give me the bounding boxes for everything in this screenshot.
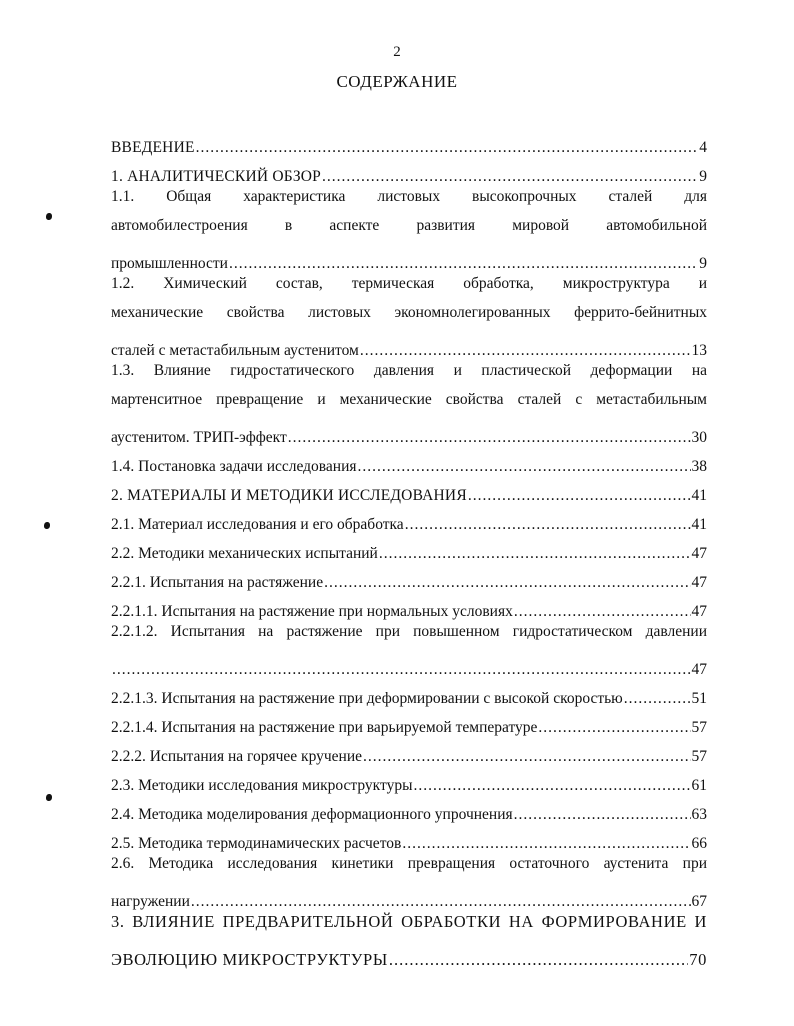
page-ref: 57	[691, 719, 707, 736]
page-number: 2	[393, 44, 401, 60]
leader-dots	[514, 602, 691, 622]
toc-entry-2-4[interactable]: 2.4. Методика моделирования деформационного упрочнения ..... 63	[111, 796, 707, 825]
toc-entry-1-2[interactable]: 1.2. Химический состав, термическая обработка, микроструктура и механические свойства листовых экономнолегированных феррито-бейнитных сталей с метастабильным аустенитом ..... 13	[111, 274, 707, 361]
toc-entry-1-3[interactable]: 1.3. Влияние гидростатического давления и пластической деформации на мартенситное превращение и механические свойства сталей с метастабильным аустенитом. ТРИП-эффект ..... 30	[111, 361, 707, 448]
toc-entry-introduction[interactable]: ВВЕДЕНИЕ ..... 4	[111, 129, 707, 158]
page-ref: 13	[691, 342, 707, 359]
leader-dots	[389, 950, 688, 970]
toc-entry-2-2-1-4[interactable]: 2.2.1.4. Испытания на растяжение при варьируемой температуре ..... 57	[111, 709, 707, 738]
page-ref: 47	[691, 603, 707, 620]
toc-entry-2-1[interactable]: 2.1. Материал исследования и его обработка ..... 41	[111, 506, 707, 535]
page-ref: 9	[699, 255, 707, 272]
scan-mark	[46, 213, 52, 220]
page-ref: 70	[689, 950, 707, 969]
leader-dots	[112, 660, 691, 680]
leader-dots	[414, 776, 691, 796]
toc-entry-2-6[interactable]: 2.6. Методика исследования кинетики превращения остаточного аустенита при нагружении ..... 67	[111, 854, 707, 912]
page-ref: 47	[691, 574, 707, 591]
page-ref: 67	[691, 893, 707, 910]
toc-entry-chapter-2[interactable]: 2. МАТЕРИАЛЫ И МЕТОДИКИ ИССЛЕДОВАНИЯ ..... 41	[111, 477, 707, 506]
toc-entry-1-1[interactable]: 1.1. Общая характеристика листовых высокопрочных сталей для автомобилестроения в аспекте развития мировой автомобильной промышленности ..... 9	[111, 187, 707, 274]
page-ref: 61	[691, 777, 707, 794]
leader-dots	[514, 805, 691, 825]
toc-entry-chapter-3[interactable]: 3. ВЛИЯНИЕ ПРЕДВАРИТЕЛЬНОЙ ОБРАБОТКИ НА ФОРМИРОВАНИЕ И ЭВОЛЮЦИЮ МИКРОСТРУКТУРЫ ..... 70	[111, 912, 707, 970]
leader-dots	[538, 718, 690, 738]
page-ref: 41	[691, 516, 707, 533]
page-ref: 47	[691, 661, 707, 678]
page-ref: 47	[691, 545, 707, 562]
toc-entry-chapter-1[interactable]: 1. АНАЛИТИЧЕСКИЙ ОБЗОР ..... 9	[111, 158, 707, 187]
scan-mark	[46, 794, 52, 801]
page-ref: 57	[691, 748, 707, 765]
page-ref: 38	[691, 458, 707, 475]
page-ref: 9	[699, 168, 707, 185]
table-of-contents	[111, 129, 707, 970]
toc-entry-2-5[interactable]: 2.5. Методика термодинамических расчетов ..... 66	[111, 825, 707, 854]
leader-dots	[196, 138, 699, 158]
page-title: СОДЕРЖАНИЕ	[336, 72, 458, 91]
leader-dots	[358, 457, 691, 477]
page-ref: 30	[691, 429, 707, 446]
page-ref: 41	[691, 487, 707, 504]
leader-dots	[360, 341, 691, 361]
toc-entry-2-2-1[interactable]: 2.2.1. Испытания на растяжение ..... 47	[111, 564, 707, 593]
leader-dots	[191, 892, 691, 912]
leader-dots	[624, 689, 691, 709]
leader-dots	[322, 167, 698, 187]
toc-entry-2-2-1-2[interactable]: 2.2.1.2. Испытания на растяжение при повышенном гидростатическом давлении ..... 47	[111, 622, 707, 680]
leader-dots	[229, 254, 698, 274]
leader-dots	[379, 544, 691, 564]
leader-dots	[402, 834, 690, 854]
leader-dots	[324, 573, 690, 593]
page-ref: 51	[691, 690, 707, 707]
toc-entry-2-3[interactable]: 2.3. Методики исследования микроструктуры ..... 61	[111, 767, 707, 796]
toc-entry-2-2[interactable]: 2.2. Методики механических испытаний ..... 47	[111, 535, 707, 564]
leader-dots	[288, 428, 691, 448]
toc-entry-2-2-2[interactable]: 2.2.2. Испытания на горячее кручение ..... 57	[111, 738, 707, 767]
toc-entry-1-4[interactable]: 1.4. Постановка задачи исследования ..... 38	[111, 448, 707, 477]
scan-mark	[44, 522, 50, 529]
leader-dots	[405, 515, 691, 535]
page-ref: 4	[699, 139, 707, 156]
toc-entry-2-2-1-1[interactable]: 2.2.1.1. Испытания на растяжение при нормальных условиях ..... 47	[111, 593, 707, 622]
page-ref: 63	[691, 806, 707, 823]
leader-dots	[468, 486, 691, 506]
leader-dots	[363, 747, 690, 767]
page-ref: 66	[691, 835, 707, 852]
toc-entry-2-2-1-3[interactable]: 2.2.1.3. Испытания на растяжение при деформировании с высокой скоростью ..... 51	[111, 680, 707, 709]
